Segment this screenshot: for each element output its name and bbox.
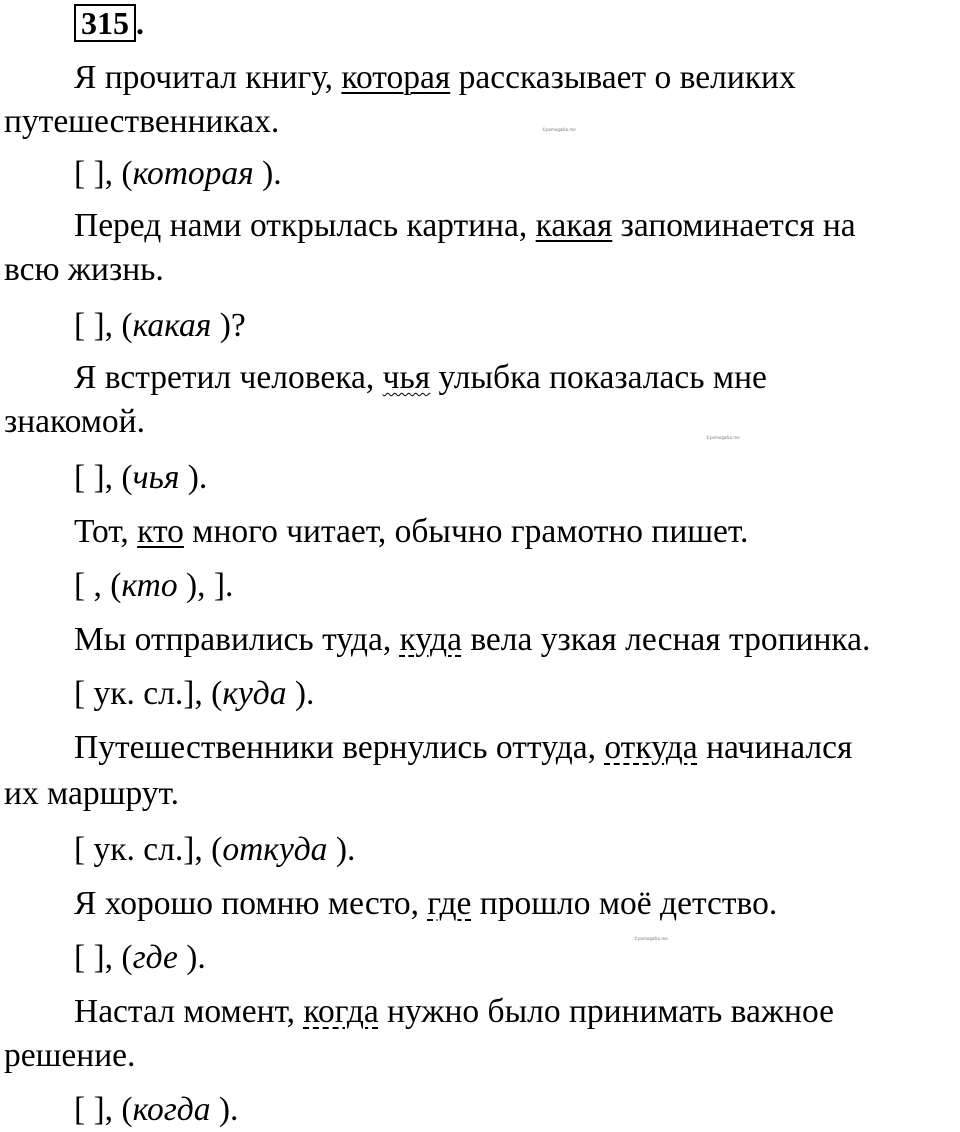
scheme-text: ).: [210, 1091, 239, 1128]
scheme-8: [0, 1090, 960, 1130]
scheme-word: чья: [132, 459, 180, 496]
sentence-text: Я встретил человека,: [74, 359, 383, 396]
watermark: ©pomogalka.me: [542, 127, 576, 132]
scheme-word: когда: [132, 1091, 211, 1128]
sentence-6-continuation: их маршрут.: [4, 775, 179, 812]
watermark: ©pomogalka.me: [634, 936, 668, 941]
sentence-text: много читает, обычно грамотно пишет.: [183, 513, 749, 550]
scheme-text: [ ук. сл.], (: [74, 675, 223, 712]
adverbial-word: где: [427, 885, 472, 922]
scheme-text: [ ], (: [74, 307, 133, 344]
sentence-6: [0, 728, 960, 768]
scheme-3: [0, 458, 960, 498]
scheme-text: ), ].: [177, 567, 234, 604]
sentence-8: [0, 992, 960, 1032]
sentence-text: прошло моё детство.: [471, 885, 778, 922]
sentence-8-continuation: решение.: [4, 1037, 136, 1074]
sentence-2: [0, 206, 960, 246]
sentence-text: вела узкая лесная тропинка.: [461, 621, 871, 658]
scheme-text: ).: [253, 155, 282, 192]
exercise-number-suffix: .: [136, 5, 144, 41]
sentence-text: Я хорошо помню место,: [74, 885, 428, 922]
subject-word: кто: [137, 513, 184, 550]
sentence-text: нужно было принимать важное: [378, 993, 835, 1030]
scheme-text: [ ], (: [74, 939, 133, 976]
scheme-text: ).: [327, 831, 356, 868]
sentence-text: Мы отправились туда,: [74, 621, 400, 658]
scheme-word: откуда: [222, 831, 328, 868]
scheme-word: кто: [121, 567, 178, 604]
scheme-text: [ , (: [74, 567, 122, 604]
sentence-text: Настал момент,: [74, 993, 304, 1030]
scheme-1: [0, 154, 960, 194]
sentence-text: рассказывает о великих: [450, 59, 796, 96]
scheme-7: [0, 938, 960, 978]
sentence-text: начинался: [697, 729, 853, 766]
sentence-text: улыбка показалась мне: [430, 359, 767, 396]
subject-word: какая: [535, 207, 613, 244]
scheme-text: [ ук. сл.], (: [74, 831, 223, 868]
scheme-text: [ ], (: [74, 459, 133, 496]
sentence-text: Тот,: [74, 513, 138, 550]
scheme-word: куда: [222, 675, 287, 712]
sentence-text: запоминается на: [612, 207, 856, 244]
sentence-text: Путешественники вернулись оттуда,: [74, 729, 605, 766]
adverbial-word: откуда: [604, 729, 698, 766]
adverbial-word: когда: [303, 993, 379, 1030]
scheme-word: какая: [132, 307, 212, 344]
sentence-7: [0, 884, 960, 924]
scheme-2: [0, 306, 960, 346]
scheme-text: [ ], (: [74, 1091, 133, 1128]
adverbial-word: куда: [399, 621, 462, 658]
scheme-text: ).: [286, 675, 315, 712]
scheme-6: [0, 830, 960, 870]
exercise-number: [74, 4, 162, 42]
sentence-text: Я прочитал книгу,: [74, 59, 342, 96]
sentence-3-continuation: знакомой.: [4, 403, 145, 440]
scheme-text: ).: [177, 939, 206, 976]
scheme-word: которая: [132, 155, 254, 192]
attribute-word: чья: [382, 359, 431, 396]
scheme-4: [0, 566, 960, 606]
watermark: ©pomogalka.me: [706, 435, 740, 440]
sentence-1-continuation: путешественниках.: [4, 103, 280, 140]
subject-word: которая: [341, 59, 451, 96]
scheme-text: [ ], (: [74, 155, 133, 192]
sentence-4: [0, 512, 960, 552]
sentence-text: Перед нами открылась картина,: [74, 207, 536, 244]
sentence-2-continuation: всю жизнь.: [4, 251, 164, 288]
scheme-text: ).: [179, 459, 208, 496]
sentence-1: [0, 58, 960, 98]
scheme-5: [0, 674, 960, 714]
scheme-word: где: [132, 939, 178, 976]
sentence-3: [0, 358, 960, 398]
scheme-text: )?: [211, 307, 246, 344]
exercise-number-box: 315: [74, 4, 136, 42]
sentence-5: [0, 620, 960, 660]
